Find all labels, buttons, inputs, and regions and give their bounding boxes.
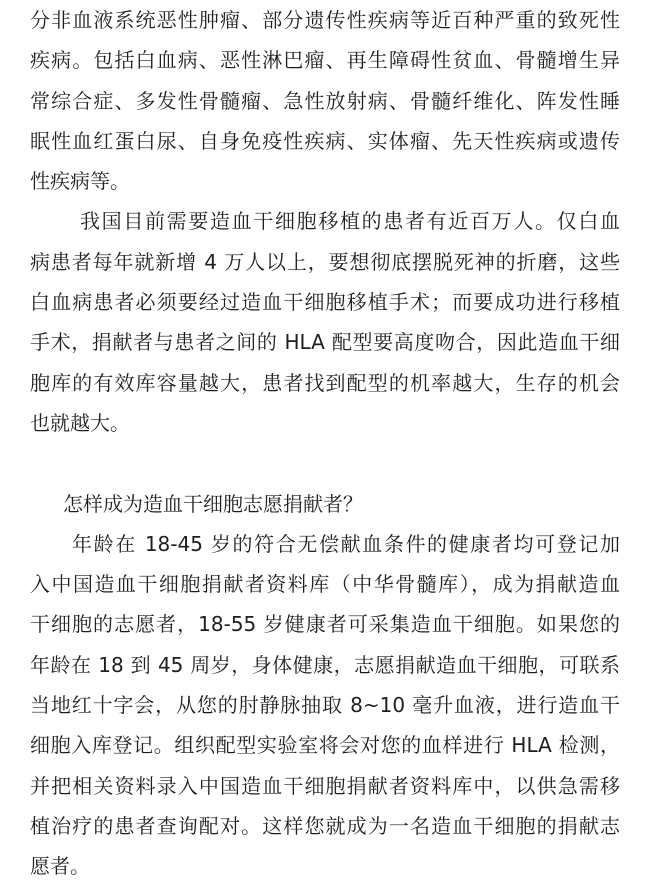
- text-line: 我国目前需要造血干细胞移植的患者有近百万人。仅白血: [80, 209, 620, 234]
- text-line: 胞库的有效库容量越大，患者找到配型的机率越大，生存的机会: [30, 370, 620, 395]
- paragraph-how-to-register: [30, 524, 620, 887]
- text-line: 手术，捐献者与患者之间的 HLA 配型要高度吻合，因此造血干细: [30, 330, 620, 355]
- text-line: 年龄在 18-45 岁的符合无偿献血条件的健康者均可登记加: [72, 531, 620, 556]
- text-line: 也就越大。: [30, 410, 130, 435]
- text-line: 当地红十字会，从您的肘静脉抽取 8~10 毫升血液，进行造血干: [30, 693, 620, 718]
- text-line: 常综合症、多发性骨髓瘤、急性放射病、骨髓纤维化、阵发性睡: [30, 88, 620, 113]
- text-line: 性疾病等。: [30, 169, 130, 194]
- text-line: 疾病。包括白血病、恶性淋巴瘤、再生障碍性贫血、骨髓增生异: [30, 48, 620, 73]
- text-line: 分非血液系统恶性肿瘤、部分遗传性疾病等近百种严重的致死性: [30, 8, 620, 32]
- text-line: 年龄在 18 到 45 周岁，身体健康，志愿捐献造血干细胞，可联系: [30, 652, 620, 677]
- text-line: 并把相关资料录入中国造血干细胞捐献者资料库中，以供急需移: [30, 773, 620, 798]
- text-line: 眠性血红蛋白尿、自身免疫性疾病、实体瘤、先天性疾病或遗传: [30, 128, 620, 153]
- paragraph-patient-need: [30, 201, 620, 443]
- text-line: 植治疗的患者查询配对。这样您就成为一名造血干细胞的捐献志: [30, 813, 620, 838]
- blank-line: [30, 443, 620, 483]
- text-line: 干细胞的志愿者，18-55 岁健康者可采集造血干细胞。如果您的: [30, 612, 620, 637]
- text-line: 病患者每年就新增 4 万人以上，要想彻底摆脱死神的折磨，这些: [30, 249, 620, 274]
- text-line: 白血病患者必须要经过造血干细胞移植手术；而要成功进行移植: [30, 290, 620, 315]
- text-line: 愿者。: [30, 854, 90, 879]
- text-line: 入中国造血干细胞捐献者资料库（中华骨髓库），成为捐献造血: [30, 572, 620, 597]
- document-body: [30, 0, 620, 887]
- section-heading: 怎样成为造血干细胞志愿捐献者？: [63, 491, 363, 516]
- paragraph-disease-list: [30, 0, 620, 201]
- text-line: 细胞入库登记。组织配型实验室将会对您的血样进行 HLA 检测，: [30, 733, 620, 758]
